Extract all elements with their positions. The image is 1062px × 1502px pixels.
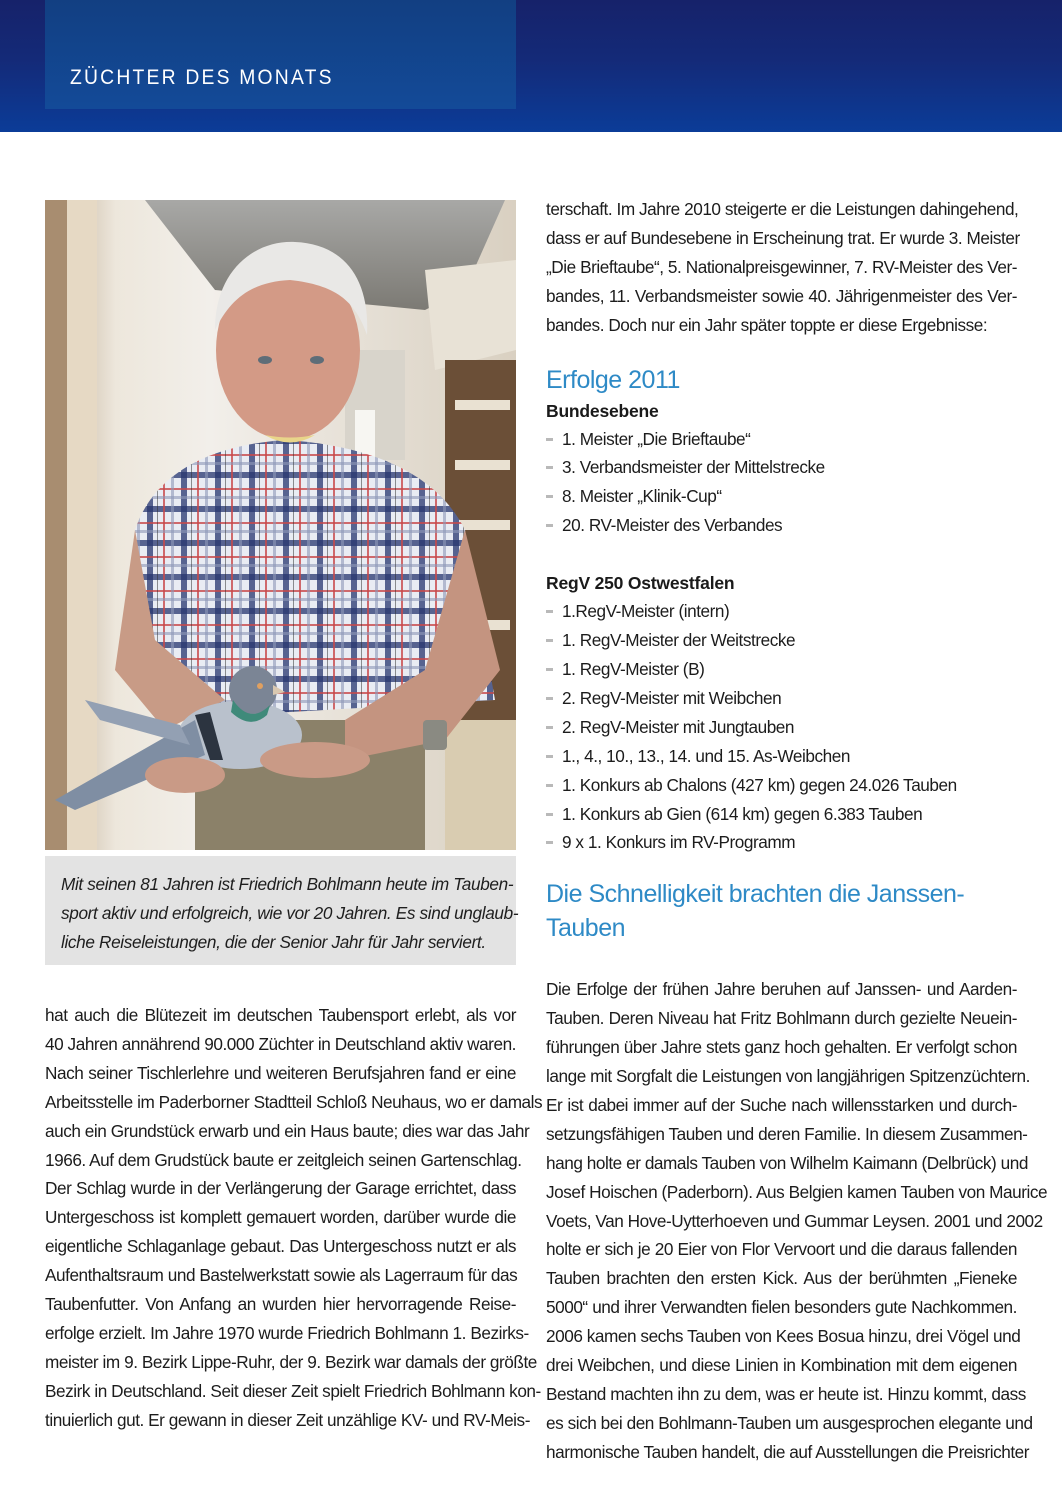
text-line: Tauben brachten den ersten Kick. Aus der berühmten „Fieneke: [546, 1268, 1017, 1289]
list-item-text: 3. Verbandsmeister der Mittelstrecke: [562, 457, 825, 478]
list-item: [546, 425, 1017, 454]
janssen-paragraph: [546, 975, 1048, 1466]
text-line: es sich bei den Bohlmann-Tauben um ausgesprochen elegante und: [546, 1412, 1033, 1433]
list-item: [546, 626, 1017, 655]
text-line: Er ist dabei immer auf der Suche nach willensstarken und durch-: [546, 1094, 1017, 1115]
dash-bullet-icon: [546, 495, 553, 498]
dash-bullet-icon: [546, 610, 553, 613]
text-line: eigentliche Schlaganlage gebaut. Das Untergeschoss nutzt er als: [45, 1236, 516, 1257]
dash-bullet-icon: [546, 668, 553, 671]
text-line: meister im 9. Bezirk Lippe-Ruhr, der 9. Bezirk war damals der größte: [45, 1351, 537, 1372]
list-item-text: 1. Meister „Die Brieftaube“: [562, 428, 751, 449]
list-item: [546, 771, 1017, 800]
list-item-text: 8. Meister „Klinik-Cup“: [562, 486, 722, 507]
list-item-text: 1. RegV-Meister der Weitstrecke: [562, 630, 796, 651]
right-column: [546, 195, 1048, 1467]
text-line: führungen über Jahre stets ganz hoch gehalten. Er verfolgt schon: [546, 1037, 1017, 1058]
text-line: lange mit Sorgfalt die Leistungen von langjährigen Spitzenzüchtern.: [546, 1066, 1030, 1087]
federal-results-list: [546, 425, 1017, 541]
caption-line: sport aktiv und erfolgreich, wie vor 20 Jahren. Es sind unglaub-: [61, 903, 519, 923]
regional-heading: RegV 250 Ostwestfalen: [546, 573, 735, 594]
text-line: tinuierlich gut. Er gewann in dieser Zeit unzählige KV- und RV-Meis-: [45, 1409, 530, 1430]
dash-bullet-icon: [546, 784, 553, 787]
list-item: [546, 482, 1017, 511]
list-item: [546, 828, 1017, 857]
text-line: auch ein Grundstück erwarb und ein Haus baute; dies war das Jahr: [45, 1120, 530, 1141]
caption-line: liche Reiseleistungen, die der Senior Jahr für Jahr serviert.: [61, 932, 486, 952]
janssen-heading: Die Schnelligkeit brachten die Janssen-Tauben: [546, 880, 965, 943]
successes-heading: Erfolge 2011: [546, 365, 680, 394]
federal-level-heading: Bundesebene: [546, 400, 659, 421]
text-line: Arbeitsstelle im Paderborner Stadtteil Schloß Neuhaus, wo er damals: [45, 1091, 543, 1112]
text-line: Aufenthaltsraum und Bastelwerkstatt sowie als Lagerraum für das: [45, 1265, 518, 1286]
text-line: hang holte er damals Tauben von Wilhelm Kaimann (Delbrück) und: [546, 1152, 1028, 1173]
text-line: Bezirk in Deutschland. Seit dieser Zeit spielt Friedrich Bohlmann kon-: [45, 1380, 541, 1401]
list-item: [546, 800, 1017, 829]
list-item-text: 1. RegV-Meister (B): [562, 658, 705, 679]
photo-caption: [45, 856, 519, 965]
dash-bullet-icon: [546, 466, 553, 469]
section-title: ZÜCHTER DES MONATS: [70, 66, 334, 89]
text-line: Die Erfolge der frühen Jahre beruhen auf Janssen- und Aarden-: [546, 979, 1017, 1000]
left-column-body: [45, 1001, 543, 1435]
list-item: [546, 684, 1017, 713]
text-line: bandes. Doch nur ein Jahr später toppte er diese Ergebnisse:: [546, 314, 988, 335]
regional-results-list: [546, 597, 1017, 857]
intro-paragraph: [546, 195, 1020, 340]
list-item: [546, 713, 1017, 742]
list-item-text: 1., 4., 10., 13., 14. und 15. As-Weibchen: [562, 745, 850, 766]
text-line: drei Weibchen, und diese Linien in Kombination mit dem eigenen: [546, 1355, 1017, 1376]
list-item: [546, 742, 1017, 771]
list-item-text: 1. Konkurs ab Chalons (427 km) gegen 24.026 Tauben: [562, 774, 957, 795]
dash-bullet-icon: [546, 841, 553, 844]
text-line: erfolge erzielt. Im Jahre 1970 wurde Friedrich Bohlmann 1. Bezirks-: [45, 1322, 529, 1343]
list-item: [546, 655, 1017, 684]
list-item-text: 1. Konkurs ab Gien (614 km) gegen 6.383 Tauben: [562, 803, 923, 824]
list-item-text: 1.RegV-Meister (intern): [562, 601, 730, 622]
text-line: Der Schlag wurde in der Verlängerung der Garage errichtet, dass: [45, 1178, 516, 1199]
text-line: Voets, Van Hove-Uytterhoeven und Gummar Leysen. 2001 und 2002: [546, 1210, 1043, 1231]
text-line: hat auch die Blütezeit im deutschen Taubensport erlebt, als vor: [45, 1005, 516, 1025]
text-line: Untergeschoss ist komplett gemauert worden, darüber wurde die: [45, 1207, 516, 1228]
text-line: Josef Hoischen (Paderborn). Aus Belgien kamen Tauben von Maurice: [546, 1181, 1048, 1202]
dash-bullet-icon: [546, 438, 553, 441]
header-band: [0, 0, 1062, 132]
text-line: terschaft. Im Jahre 2010 steigerte er die Leistungen dahingehend,: [546, 199, 1019, 219]
list-item-text: 9 x 1. Konkurs im RV-Programm: [562, 832, 796, 853]
section-label-box: [45, 0, 516, 109]
list-item-text: 2. RegV-Meister mit Weibchen: [562, 687, 782, 708]
text-line: 5000“ und ihrer Verwandten fielen besonders gute Nachkommen.: [546, 1297, 1017, 1318]
dash-bullet-icon: [546, 726, 553, 729]
text-line: Taubenfutter. Von Anfang an wurden hier hervorragende Reise-: [45, 1294, 516, 1315]
dash-bullet-icon: [546, 755, 553, 758]
dash-bullet-icon: [546, 813, 553, 816]
breeder-photo-illustration: [45, 200, 516, 850]
list-item-text: 20. RV-Meister des Verbandes: [562, 515, 783, 536]
caption-line: Mit seinen 81 Jahren ist Friedrich Bohlmann heute im Tauben-: [61, 874, 514, 894]
text-line: setzungsfähigen Tauben und deren Familie. In diesem Zusammen-: [546, 1123, 1028, 1144]
list-item: [546, 453, 1017, 482]
text-line: dass er auf Bundesebene in Erscheinung trat. Er wurde 3. Meister: [546, 227, 1020, 248]
dash-bullet-icon: [546, 639, 553, 642]
left-column-paragraph: [45, 1001, 543, 1435]
text-line: Nach seiner Tischlerlehre und weiteren Berufsjahren fand er eine: [45, 1062, 516, 1083]
dash-bullet-icon: [546, 697, 553, 700]
list-item-text: 2. RegV-Meister mit Jungtauben: [562, 716, 795, 737]
text-line: „Die Brieftaube“, 5. Nationalpreisgewinner, 7. RV-Meister des Ver-: [546, 256, 1017, 277]
text-line: holte er sich je 20 Eier von Flor Vervoort und die daraus fallenden: [546, 1239, 1017, 1260]
text-line: Tauben. Deren Niveau hat Fritz Bohlmann durch gezielte Neuein-: [546, 1008, 1017, 1029]
text-line: 2006 kamen sechs Tauben von Kees Bosua hinzu, drei Vögel und: [546, 1326, 1021, 1347]
list-item: [546, 511, 1017, 540]
breeder-photo: [45, 200, 516, 850]
text-line: 40 Jahren annährend 90.000 Züchter in Deutschland aktiv waren.: [45, 1033, 516, 1054]
text-line: bandes, 11. Verbandsmeister sowie 40. Jährigenmeister des Ver-: [546, 285, 1017, 306]
dash-bullet-icon: [546, 524, 553, 527]
text-line: harmonische Tauben handelt, die auf Ausstellungen die Preisrichter: [546, 1441, 1030, 1462]
list-item: [546, 597, 1017, 626]
text-line: Bestand machten ihn zu dem, was er heute ist. Hinzu kommt, dass: [546, 1384, 1026, 1404]
text-line: 1966. Auf dem Grudstück baute er zeitgleich seinen Gartenschlag.: [45, 1149, 522, 1170]
